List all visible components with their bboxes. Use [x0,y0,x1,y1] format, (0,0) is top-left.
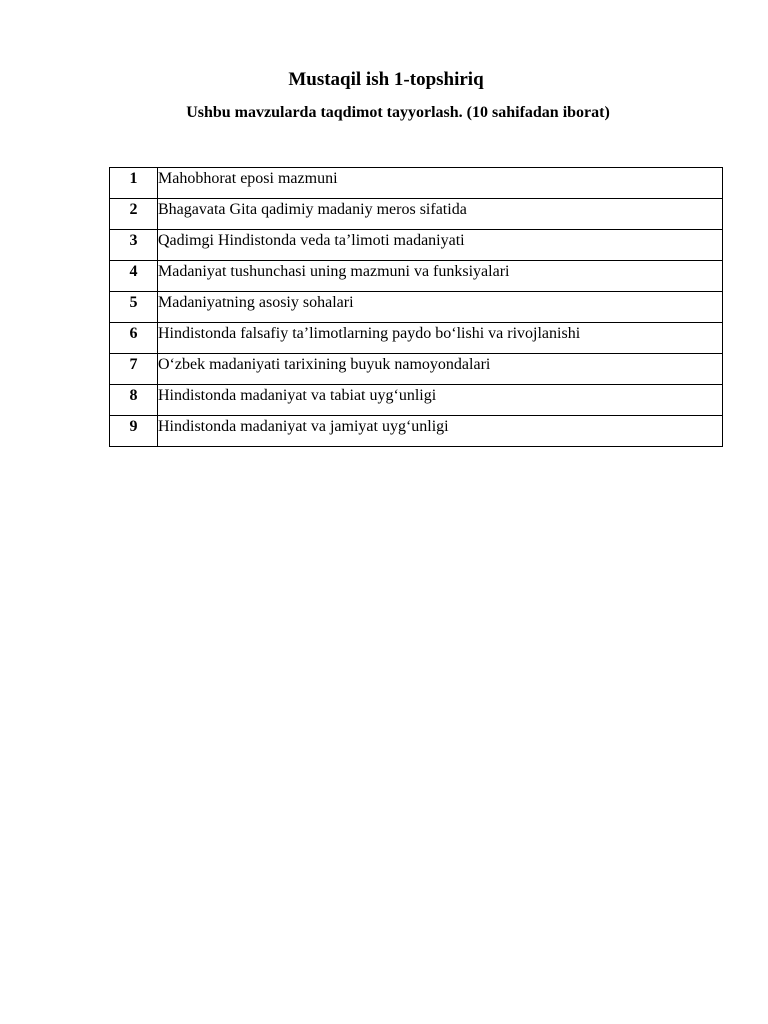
table-row [110,230,723,261]
topic-number: 4 [110,261,158,292]
table-row [110,385,723,416]
table-row [110,168,723,199]
table-row [110,416,723,447]
document-subtitle: Ushbu mavzularda taqdimot tayyorlash. (10 sahifadan iborat) [186,104,610,121]
topic-text: Madaniyat tushunchasi uning mazmuni va funksiyalari [158,261,723,292]
topic-number: 8 [110,385,158,416]
topic-text: Qadimgi Hindistonda veda ta’limoti madaniyati [158,230,723,261]
table-row [110,199,723,230]
topic-text: Bhagavata Gita qadimiy madaniy meros sifatida [158,199,723,230]
topic-text: Hindistonda falsafiy ta’limotlarning paydo bo‘lishi va rivojlanishi [158,323,723,354]
topic-text: Hindistonda madaniyat va jamiyat uyg‘unligi [158,416,723,447]
topics-table [109,167,723,447]
table-row [110,323,723,354]
topic-text: Hindistonda madaniyat va tabiat uyg‘unligi [158,385,723,416]
document-title: Mustaqil ish 1-topshiriq [288,69,484,90]
topic-number: 2 [110,199,158,230]
topic-number: 9 [110,416,158,447]
table-row [110,292,723,323]
topic-text: Mahobhorat eposi mazmuni [158,168,723,199]
topic-number: 7 [110,354,158,385]
table-row [110,354,723,385]
topic-number: 1 [110,168,158,199]
topic-number: 3 [110,230,158,261]
table-row [110,261,723,292]
topic-number: 5 [110,292,158,323]
topic-text: Madaniyatning asosiy sohalari [158,292,723,323]
topic-text: O‘zbek madaniyati tarixining buyuk namoyondalari [158,354,723,385]
topic-number: 6 [110,323,158,354]
